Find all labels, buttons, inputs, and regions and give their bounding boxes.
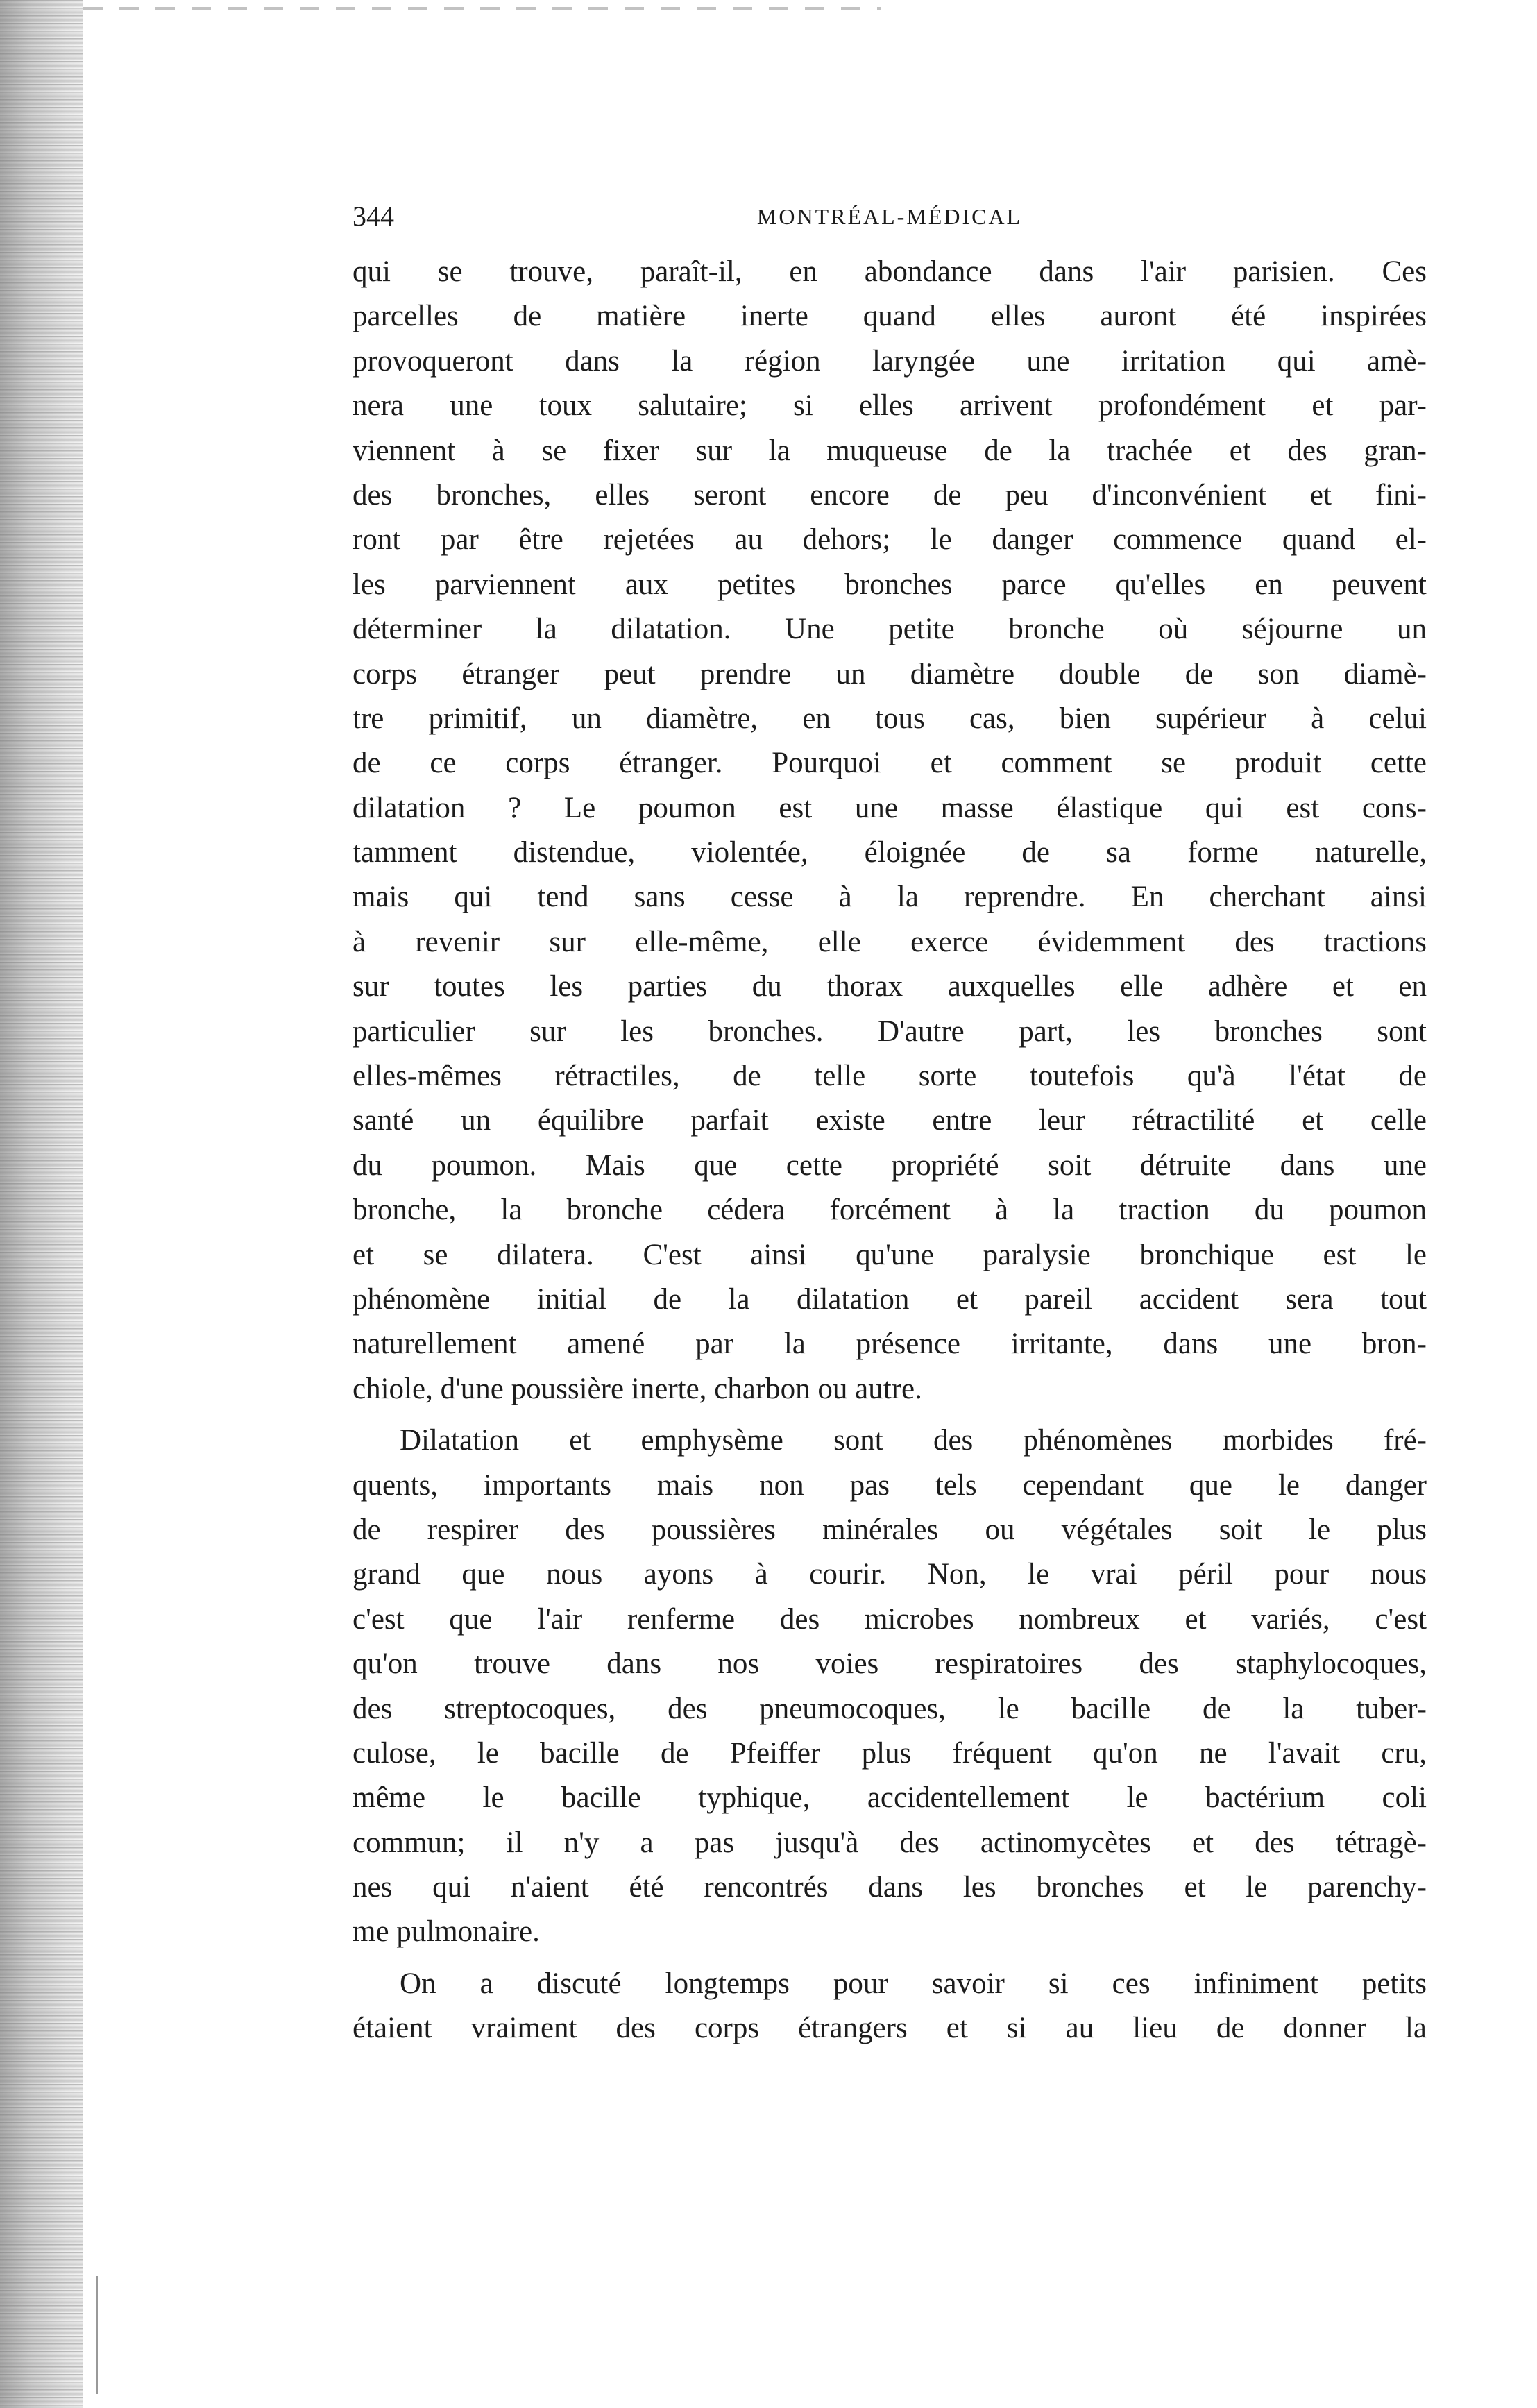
body-text <box>353 250 1427 2051</box>
running-head: MONTRÉAL-MÉDICAL <box>756 204 1023 229</box>
text-line: ront par être rejetées au dehors; le danger commence quand el- <box>353 523 1427 557</box>
text-line: commun; il n'y a pas jusqu'à des actinomycètes et des tétragè- <box>353 1826 1427 1859</box>
text-line: les parviennent aux petites bronches parce qu'elles en peuvent <box>353 568 1427 601</box>
text-line: déterminer la dilatation. Une petite bronche où séjourne un <box>353 613 1427 646</box>
text-line: même le bacille typhique, accidentellement le bactérium coli <box>353 1781 1427 1815</box>
text-line: bronche, la bronche cédera forcément à la traction du poumon <box>353 1194 1427 1227</box>
text-line: de ce corps étranger. Pourquoi et comment se produit cette <box>353 747 1427 780</box>
paragraph-3 <box>353 1962 1427 2051</box>
text-line: dilatation ? Le poumon est une masse élastique qui est cons- <box>353 791 1427 824</box>
text-line: du poumon. Mais que cette propriété soit détruite dans une <box>353 1148 1427 1182</box>
text-line: à revenir sur elle-même, elle exerce évidemment des tractions <box>353 925 1427 958</box>
text-line: elles-mêmes rétractiles, de telle sorte toutefois qu'à l'état de <box>353 1060 1427 1093</box>
text-line: parcelles de matière inerte quand elles auront été inspirées <box>353 300 1427 333</box>
page-number: 344 <box>353 201 394 232</box>
scan-binding-edge <box>0 0 83 2408</box>
text-line: qu'on trouve dans nos voies respiratoires des staphylocoques, <box>353 1647 1427 1681</box>
text-line: sur toutes les parties du thorax auxquelles elle adhère et en <box>353 970 1427 1003</box>
text-line: Dilatation et emphysème sont des phénomènes morbides fré- <box>400 1424 1427 1457</box>
text-line: me pulmonaire. <box>353 1915 540 1949</box>
text-line: nera une toux salutaire; si elles arrivent profondément et par- <box>353 389 1427 423</box>
text-line: On a discuté longtemps pour savoir si ces infiniment petits <box>400 1967 1427 2000</box>
text-line: mais qui tend sans cesse à la reprendre. En cherchant ainsi <box>353 881 1427 914</box>
scan-top-edge <box>83 7 881 10</box>
text-line: grand que nous ayons à courir. Non, le vrai péril pour nous <box>353 1558 1427 1591</box>
paragraph-gap <box>353 1411 1427 1418</box>
text-line: corps étranger peut prendre un diamètre double de son diamè- <box>353 657 1427 690</box>
text-line: étaient vraiment des corps étrangers et si au lieu de donner la <box>353 2012 1427 2045</box>
text-line: tre primitif, un diamètre, en tous cas, bien supérieur à celui <box>353 702 1427 735</box>
text-line: qui se trouve, paraît-il, en abondance dans l'air parisien. Ces <box>353 255 1427 288</box>
text-line: et se dilatera. C'est ainsi qu'une paralysie bronchique est le <box>353 1238 1427 1271</box>
text-line: nes qui n'aient été rencontrés dans les bronches et le parenchy- <box>353 1871 1427 1904</box>
text-line: provoqueront dans la région laryngée une irritation qui amè- <box>353 344 1427 378</box>
text-line: santé un équilibre parfait existe entre leur rétractilité et celle <box>353 1104 1427 1137</box>
paragraph-1 <box>353 250 1427 1411</box>
text-line: viennent à se fixer sur la muqueuse de la trachée et des gran- <box>353 434 1427 467</box>
text-line: quents, importants mais non pas tels cependant que le danger <box>353 1468 1427 1502</box>
paragraph-2 <box>353 1418 1427 1955</box>
text-line: tamment distendue, violentée, éloignée de sa forme naturelle, <box>353 836 1427 870</box>
text-line: c'est que l'air renferme des microbes nombreux et variés, c'est <box>353 1602 1427 1636</box>
paragraph-gap <box>353 1955 1427 1962</box>
text-line: de respirer des poussières minérales ou végétales soit le plus <box>353 1513 1427 1546</box>
text-line: particulier sur les bronches. D'autre part, les bronches sont <box>353 1015 1427 1048</box>
text-line: chiole, d'une poussière inerte, charbon ou autre. <box>353 1372 922 1405</box>
text-line: phénomène initial de la dilatation et pareil accident sera tout <box>353 1282 1427 1316</box>
scan-edge-mark <box>96 2276 98 2394</box>
text-line: culose, le bacille de Pfeiffer plus fréquent qu'on ne l'avait cru, <box>353 1736 1427 1770</box>
page-header <box>353 196 1427 237</box>
text-line: naturellement amené par la présence irritante, dans une bron- <box>353 1328 1427 1361</box>
text-line: des bronches, elles seront encore de peu d'inconvénient et fini- <box>353 478 1427 511</box>
text-line: des streptocoques, des pneumocoques, le bacille de la tuber- <box>353 1692 1427 1725</box>
